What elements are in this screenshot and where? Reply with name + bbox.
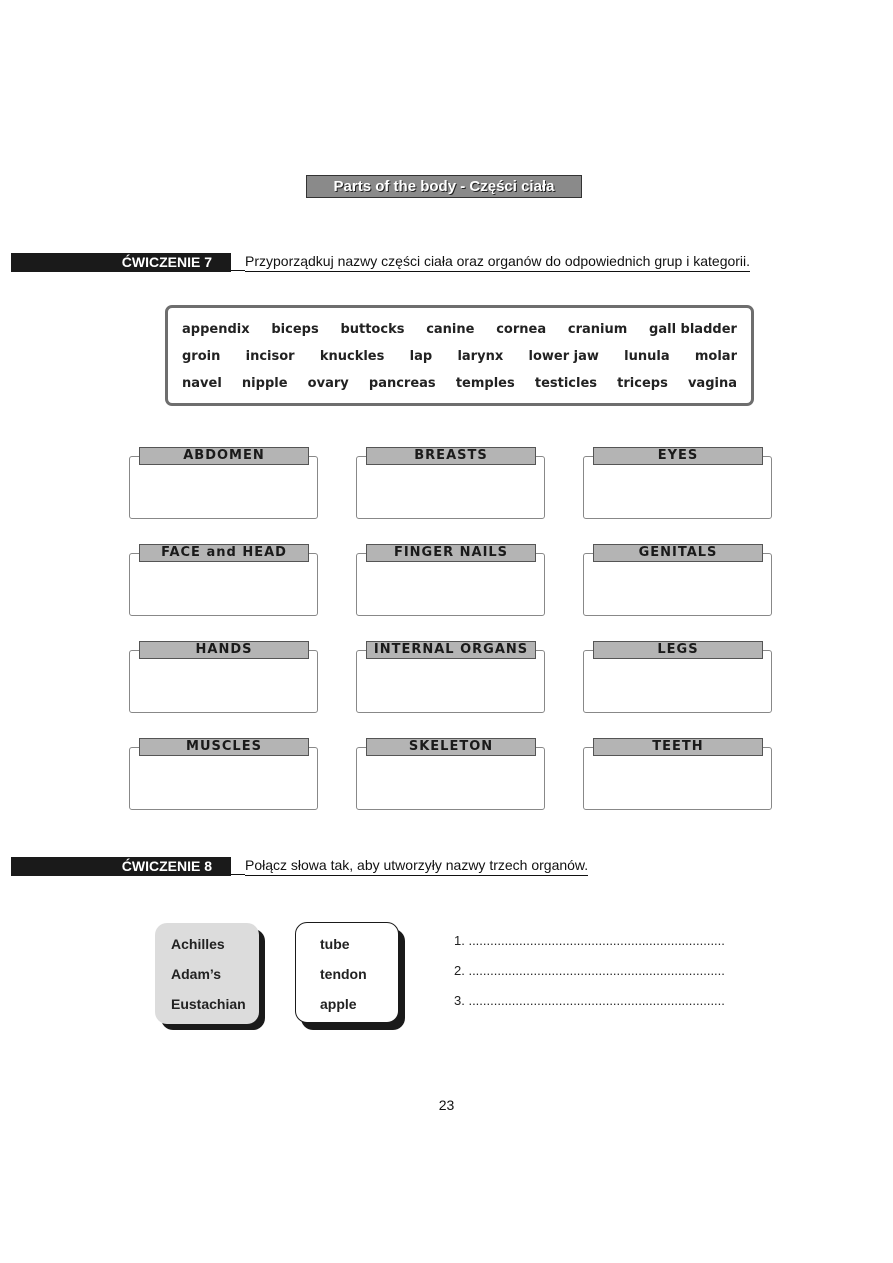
word-bank-row bbox=[182, 376, 737, 391]
word-bank-item: cornea bbox=[496, 322, 547, 337]
word-bank-item: lap bbox=[409, 349, 433, 364]
answer-area[interactable] bbox=[356, 553, 545, 616]
left-word-card bbox=[155, 923, 259, 1024]
page-title: Parts of the body - Części ciała bbox=[306, 175, 582, 198]
word-bank-item: canine bbox=[426, 322, 475, 337]
answer-area[interactable] bbox=[129, 650, 318, 713]
category-box-face-and-head bbox=[129, 544, 320, 617]
word-bank-item: triceps bbox=[617, 376, 668, 391]
word-bank-item: appendix bbox=[182, 322, 250, 337]
word-bank-item: vagina bbox=[687, 376, 737, 391]
category-box-hands bbox=[129, 641, 320, 714]
answer-area[interactable] bbox=[129, 553, 318, 616]
word-bank-item: buttocks bbox=[340, 322, 405, 337]
answer-area[interactable] bbox=[356, 747, 545, 810]
category-label: SKELETON bbox=[366, 738, 536, 756]
exercise-8-instruction: Połącz słowa tak, aby utworzyły nazwy trzech organów. bbox=[245, 856, 588, 876]
word-bank-item: testicles bbox=[534, 376, 598, 391]
category-label: TEETH bbox=[593, 738, 763, 756]
word-bank-item: gall bladder bbox=[649, 322, 737, 337]
exercise-7-rule bbox=[231, 270, 245, 271]
answer-area[interactable] bbox=[129, 747, 318, 810]
exercise-7-label: ĆWICZENIE 7 bbox=[11, 253, 231, 272]
left-word: Achilles bbox=[171, 936, 225, 952]
answer-area[interactable] bbox=[583, 553, 772, 616]
category-label: EYES bbox=[593, 447, 763, 465]
category-box-eyes bbox=[583, 447, 774, 520]
word-bank-item: larynx bbox=[457, 349, 504, 364]
category-label: FACE and HEAD bbox=[139, 544, 309, 562]
word-bank-row bbox=[182, 322, 737, 337]
category-label: GENITALS bbox=[593, 544, 763, 562]
category-box-genitals bbox=[583, 544, 774, 617]
word-bank-item: groin bbox=[182, 349, 221, 364]
exercise-8-label: ĆWICZENIE 8 bbox=[11, 857, 231, 876]
word-bank-item: cranium bbox=[567, 322, 628, 337]
right-word: tube bbox=[320, 936, 350, 952]
answer-area[interactable] bbox=[583, 650, 772, 713]
word-bank-item: ovary bbox=[307, 376, 349, 391]
category-box-finger-nails bbox=[356, 544, 547, 617]
word-bank-row bbox=[182, 349, 737, 364]
word-bank-item: lunula bbox=[624, 349, 670, 364]
word-bank-item: biceps bbox=[271, 322, 319, 337]
category-label: MUSCLES bbox=[139, 738, 309, 756]
category-box-legs bbox=[583, 641, 774, 714]
category-label: ABDOMEN bbox=[139, 447, 309, 465]
answer-line[interactable]: 2. ....................................................................... bbox=[454, 963, 725, 978]
word-bank-item: navel bbox=[182, 376, 222, 391]
right-word: tendon bbox=[320, 966, 367, 982]
category-label: INTERNAL ORGANS bbox=[366, 641, 536, 659]
answer-area[interactable] bbox=[129, 456, 318, 519]
left-word: Eustachian bbox=[171, 996, 246, 1012]
answer-area[interactable] bbox=[356, 456, 545, 519]
word-bank-item: nipple bbox=[241, 376, 288, 391]
word-bank bbox=[165, 305, 754, 406]
left-word: Adam’s bbox=[171, 966, 222, 982]
word-bank-item: pancreas bbox=[368, 376, 436, 391]
category-box-breasts bbox=[356, 447, 547, 520]
word-bank-item: knuckles bbox=[319, 349, 385, 364]
category-box-skeleton bbox=[356, 738, 547, 811]
answer-area[interactable] bbox=[356, 650, 545, 713]
answer-line[interactable]: 3. ....................................................................... bbox=[454, 993, 725, 1008]
category-label: LEGS bbox=[593, 641, 763, 659]
category-box-teeth bbox=[583, 738, 774, 811]
answer-area[interactable] bbox=[583, 747, 772, 810]
answer-area[interactable] bbox=[583, 456, 772, 519]
exercise-7-instruction: Przyporządkuj nazwy części ciała oraz organów do odpowiednich grup i kategorii. bbox=[245, 252, 750, 272]
category-label: HANDS bbox=[139, 641, 309, 659]
right-word: apple bbox=[320, 996, 357, 1012]
right-word-card bbox=[295, 922, 399, 1023]
word-bank-item: molar bbox=[694, 349, 737, 364]
category-label: FINGER NAILS bbox=[366, 544, 536, 562]
word-bank-item: incisor bbox=[245, 349, 295, 364]
category-box-abdomen bbox=[129, 447, 320, 520]
exercise-8-rule bbox=[231, 874, 245, 875]
category-label: BREASTS bbox=[366, 447, 536, 465]
category-box-internal-organs bbox=[356, 641, 547, 714]
answer-line[interactable]: 1. ....................................................................... bbox=[454, 933, 725, 948]
word-bank-item: lower jaw bbox=[528, 349, 599, 364]
category-box-muscles bbox=[129, 738, 320, 811]
page-number: 23 bbox=[438, 1097, 455, 1113]
word-bank-item: temples bbox=[455, 376, 515, 391]
